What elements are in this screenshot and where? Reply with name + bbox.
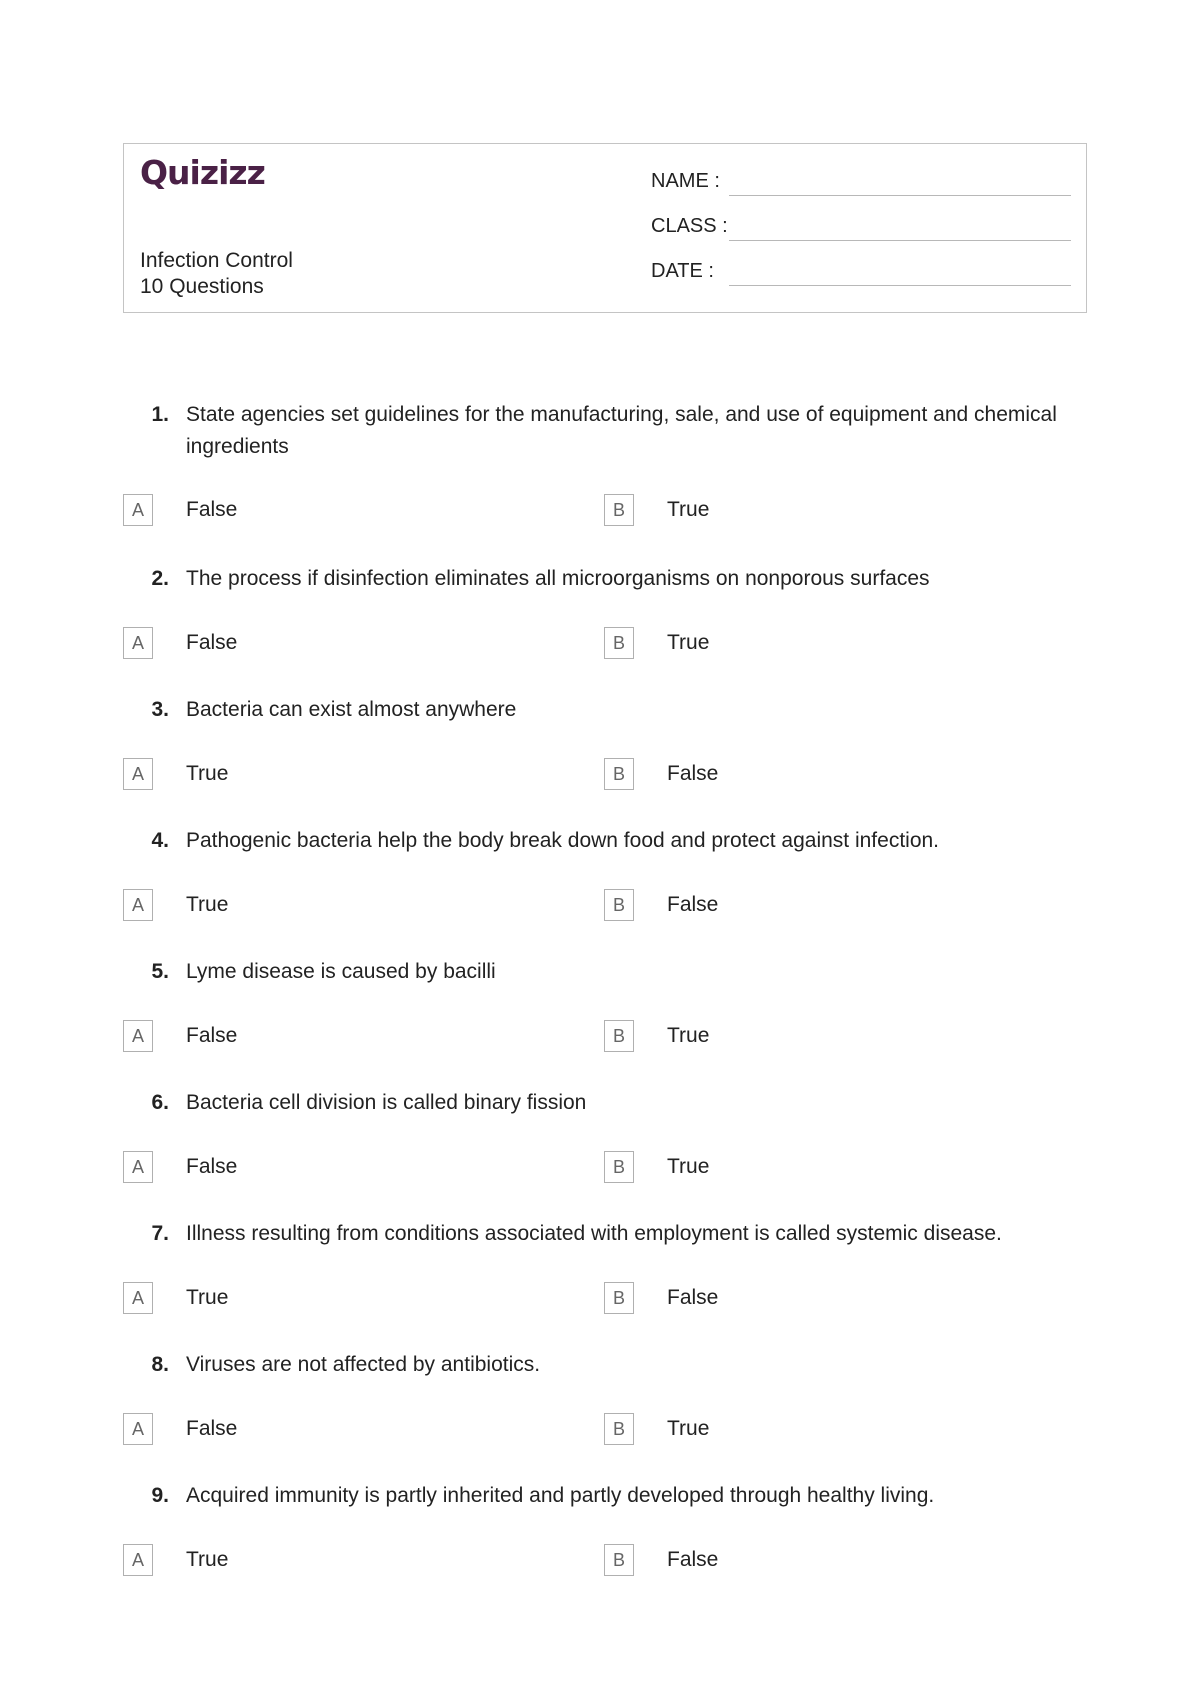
question-text: Lyme disease is caused by bacilli — [186, 960, 496, 983]
question-count: 10 Questions — [140, 275, 264, 298]
question-number: 3. — [151, 698, 169, 721]
option-letter: B — [604, 1020, 634, 1052]
date-field[interactable] — [651, 256, 1071, 286]
option-letter: A — [123, 1020, 153, 1052]
option-letter: B — [604, 758, 634, 790]
option-letter: A — [123, 889, 153, 921]
option-letter: B — [604, 627, 634, 659]
option-letter: A — [123, 494, 153, 526]
option-letter: A — [123, 1413, 153, 1445]
question-4 — [123, 825, 1087, 925]
question-9 — [123, 1480, 1087, 1580]
question-text: Illness resulting from conditions associated with employment is called systemic disease. — [186, 1222, 1002, 1245]
option-text: True — [667, 631, 710, 654]
name-label: NAME : — [651, 170, 720, 192]
question-8 — [123, 1349, 1087, 1449]
question-3 — [123, 694, 1087, 794]
class-field[interactable] — [651, 211, 1071, 241]
option-letter: B — [604, 889, 634, 921]
question-text: The process if disinfection eliminates all microorganisms on nonporous surfaces — [186, 567, 930, 590]
option-text: False — [186, 1155, 238, 1178]
option-text: False — [186, 498, 238, 521]
option-text: True — [667, 1024, 710, 1047]
option-text: False — [186, 631, 238, 654]
quiz-title: Infection Control — [140, 249, 293, 272]
option-text: True — [186, 1548, 229, 1571]
option-text: False — [667, 762, 719, 785]
name-field[interactable] — [651, 166, 1071, 196]
option-letter: B — [604, 1413, 634, 1445]
option-text: True — [186, 893, 229, 916]
option-letter: A — [123, 758, 153, 790]
option-letter: B — [604, 1544, 634, 1576]
question-text: Bacteria cell division is called binary fission — [186, 1091, 587, 1114]
option-text: True — [667, 1417, 710, 1440]
class-line[interactable] — [729, 240, 1071, 241]
question-6 — [123, 1087, 1087, 1187]
question-text: Bacteria can exist almost anywhere — [186, 698, 517, 721]
question-text: Acquired immunity is partly inherited and partly developed through healthy living. — [186, 1484, 935, 1507]
quizizz-logo: Quizizz — [140, 153, 265, 192]
option-text: True — [667, 498, 710, 521]
question-5 — [123, 956, 1087, 1056]
option-letter: A — [123, 627, 153, 659]
question-2 — [123, 563, 1087, 663]
option-text: False — [186, 1417, 238, 1440]
question-text: Pathogenic bacteria help the body break down food and protect against infection. — [186, 829, 940, 852]
option-text: True — [186, 1286, 229, 1309]
worksheet-header — [123, 143, 1087, 313]
date-line[interactable] — [729, 285, 1071, 286]
option-text: False — [667, 1548, 719, 1571]
option-letter: B — [604, 494, 634, 526]
option-letter: A — [123, 1544, 153, 1576]
question-1 — [123, 399, 1087, 519]
option-text: True — [667, 1155, 710, 1178]
date-label: DATE : — [651, 260, 714, 282]
question-number: 1. — [151, 403, 169, 426]
question-text: Viruses are not affected by antibiotics. — [186, 1353, 541, 1376]
option-text: False — [186, 1024, 238, 1047]
option-text: True — [186, 762, 229, 785]
option-letter: A — [123, 1151, 153, 1183]
question-number: 6. — [151, 1091, 169, 1114]
question-number: 8. — [151, 1353, 169, 1376]
option-text: False — [667, 1286, 719, 1309]
question-number: 2. — [151, 567, 169, 590]
option-letter: B — [604, 1282, 634, 1314]
question-number: 4. — [151, 829, 169, 852]
question-number: 9. — [151, 1484, 169, 1507]
question-number: 7. — [151, 1222, 169, 1245]
option-letter: A — [123, 1282, 153, 1314]
option-letter: B — [604, 1151, 634, 1183]
question-text: State agencies set guidelines for the manufacturing, sale, and use of equipment and chemical ingredients — [186, 403, 1057, 458]
class-label: CLASS : — [651, 215, 728, 237]
question-7 — [123, 1218, 1087, 1318]
name-line[interactable] — [729, 195, 1071, 196]
option-text: False — [667, 893, 719, 916]
question-number: 5. — [151, 960, 169, 983]
